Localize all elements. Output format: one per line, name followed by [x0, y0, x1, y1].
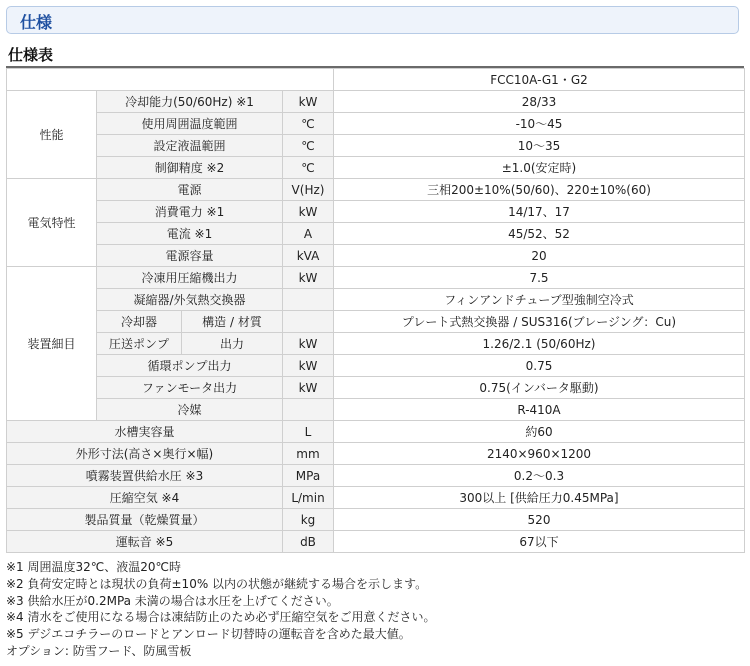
row-unit: L	[283, 421, 334, 443]
row-sublabel: 構造 / 材質	[182, 311, 283, 333]
row-label: ファンモータ出力	[97, 377, 283, 399]
row-value: 20	[334, 245, 745, 267]
row-label: 圧縮空気 ※4	[7, 487, 283, 509]
table-row	[7, 487, 745, 509]
row-value: 45/52、52	[334, 223, 745, 245]
model-header: FCC10A-G1・G2	[334, 69, 745, 91]
row-label: 冷却能力(50/60Hz) ※1	[97, 91, 283, 113]
row-value: 10～35	[334, 135, 745, 157]
row-value: 14/17、17	[334, 201, 745, 223]
category-performance: 性能	[7, 91, 97, 179]
row-unit	[283, 399, 334, 421]
row-value: 三相200±10%(50/60)、220±10%(60)	[334, 179, 745, 201]
row-value: フィンアンドチューブ型強制空冷式	[334, 289, 745, 311]
footnotes	[6, 559, 436, 660]
row-value: 2140×960×1200	[334, 443, 745, 465]
row-value: ±1.0(安定時)	[334, 157, 745, 179]
row-label: 消費電力 ※1	[97, 201, 283, 223]
row-unit: kW	[283, 377, 334, 399]
section-title: 仕様	[20, 13, 53, 32]
row-sublabel: 出力	[182, 333, 283, 355]
row-label: 製品質量（乾燥質量）	[7, 509, 283, 531]
row-label: 使用周囲温度範囲	[97, 113, 283, 135]
table-row	[7, 311, 745, 333]
row-unit: ℃	[283, 157, 334, 179]
table-row	[7, 135, 745, 157]
row-value: R-410A	[334, 399, 745, 421]
row-unit: V(Hz)	[283, 179, 334, 201]
row-value: 520	[334, 509, 745, 531]
table-title: 仕様表	[8, 46, 54, 64]
row-value: 0.75	[334, 355, 745, 377]
footnote: ※3 供給水圧が0.2MPa 未満の場合は水圧を上げてください。	[6, 593, 339, 608]
row-unit: kW	[283, 91, 334, 113]
row-label: 冷媒	[97, 399, 283, 421]
row-value: -10～45	[334, 113, 745, 135]
row-label: 水槽実容量	[7, 421, 283, 443]
footnote: ※5 デジエコチラーのロードとアンロード切替時の運転音を含めた最大値。	[6, 627, 411, 642]
row-unit: kVA	[283, 245, 334, 267]
row-value: 0.2～0.3	[334, 465, 745, 487]
spec-table	[6, 68, 745, 553]
table-row	[7, 377, 745, 399]
row-unit: mm	[283, 443, 334, 465]
category-electrical: 電気特性	[7, 179, 97, 267]
table-row	[7, 179, 745, 201]
row-label: 噴霧装置供給水圧 ※3	[7, 465, 283, 487]
row-label: 設定液温範囲	[97, 135, 283, 157]
row-value: 0.75(インバータ駆動)	[334, 377, 745, 399]
table-row	[7, 333, 745, 355]
row-unit: kW	[283, 355, 334, 377]
table-row	[7, 201, 745, 223]
row-unit: L/min	[283, 487, 334, 509]
options-note: オプション: 防雪フード、防風雪板	[6, 643, 192, 658]
row-value: 28/33	[334, 91, 745, 113]
row-value: 300以上 [供給圧力0.45MPa]	[334, 487, 745, 509]
row-value: 7.5	[334, 267, 745, 289]
table-row	[7, 355, 745, 377]
header-blank	[7, 69, 334, 91]
row-label: 制御精度 ※2	[97, 157, 283, 179]
row-unit: kW	[283, 201, 334, 223]
row-label: 冷凍用圧縮機出力	[97, 267, 283, 289]
table-row	[7, 509, 745, 531]
table-row	[7, 443, 745, 465]
table-row	[7, 531, 745, 553]
row-label: 循環ポンプ出力	[97, 355, 283, 377]
table-row	[7, 289, 745, 311]
table-row	[7, 245, 745, 267]
row-unit: dB	[283, 531, 334, 553]
row-label: 冷却器	[97, 311, 182, 333]
table-row	[7, 421, 745, 443]
footnote: ※4 清水をご使用になる場合は凍結防止のため必ず圧縮空気をご用意ください。	[6, 610, 436, 625]
row-value: プレート式熱交換器 / SUS316(ブレージング：Cu)	[334, 311, 745, 333]
row-unit: ℃	[283, 135, 334, 157]
row-unit: kg	[283, 509, 334, 531]
row-label: 運転音 ※5	[7, 531, 283, 553]
table-row	[7, 223, 745, 245]
row-label: 外形寸法(高さ×奥行×幅)	[7, 443, 283, 465]
table-row	[7, 267, 745, 289]
row-label: 圧送ポンプ	[97, 333, 182, 355]
footnote: ※1 周囲温度32℃、液温20℃時	[6, 560, 181, 574]
row-label: 電源容量	[97, 245, 283, 267]
row-label: 電源	[97, 179, 283, 201]
table-row	[7, 399, 745, 421]
footnote: ※2 負荷安定時とは現状の負荷±10% 以内の状態が継続する場合を示します。	[6, 576, 428, 591]
row-value: 約60	[334, 421, 745, 443]
row-value: 67以下	[334, 531, 745, 553]
table-row	[7, 157, 745, 179]
table-header-row	[7, 69, 745, 91]
row-label: 電流 ※1	[97, 223, 283, 245]
table-row	[7, 91, 745, 113]
row-unit: ℃	[283, 113, 334, 135]
section-header	[6, 6, 739, 34]
row-unit: MPa	[283, 465, 334, 487]
row-unit	[283, 311, 334, 333]
row-unit: kW	[283, 267, 334, 289]
category-equipment: 装置細目	[7, 267, 97, 421]
row-label: 凝縮器/外気熱交換器	[97, 289, 283, 311]
table-row	[7, 113, 745, 135]
row-unit: kW	[283, 333, 334, 355]
table-row	[7, 465, 745, 487]
row-unit: A	[283, 223, 334, 245]
row-unit	[283, 289, 334, 311]
row-value: 1.26/2.1 (50/60Hz)	[334, 333, 745, 355]
